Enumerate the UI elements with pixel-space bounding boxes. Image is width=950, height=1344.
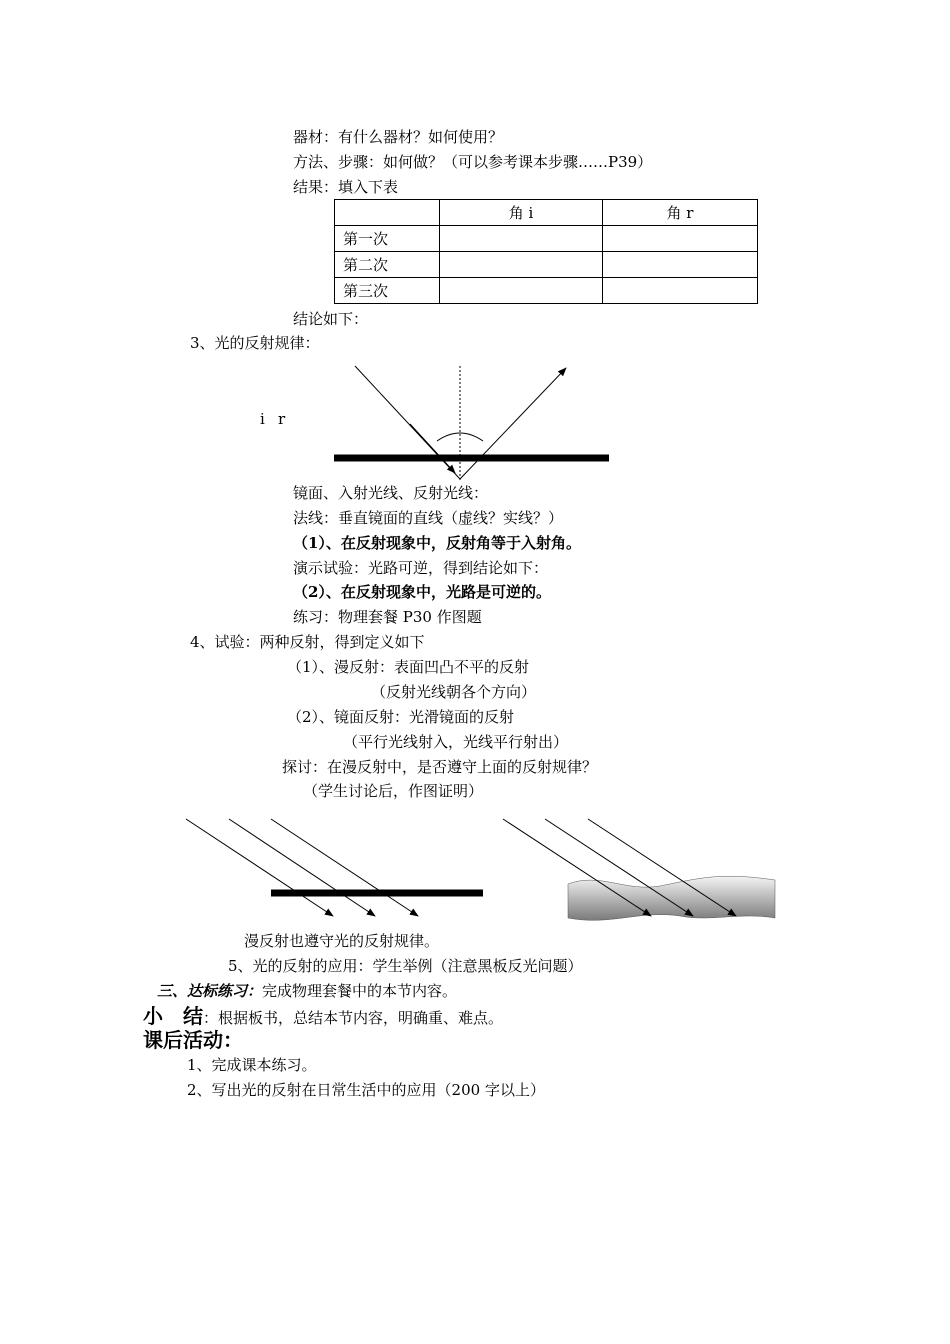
reflected-ray	[460, 368, 566, 479]
table-cell: 第二次	[335, 252, 440, 278]
practice-line: 练习：物理套餐 P30 作图题	[293, 608, 482, 626]
part3-label: 三、达标练习：	[157, 982, 263, 1000]
discuss-note: （学生讨论后，作图证明）	[303, 782, 484, 800]
incident-arrow	[410, 424, 455, 473]
section3-title: 3、光的反射规律：	[190, 334, 320, 352]
table-cell: 第三次	[335, 278, 440, 304]
law-1: （1）、在反射现象中，反射角等于入射角。	[293, 534, 581, 552]
normal-line-text: 法线：垂直镜面的直线（虚线？实线？）	[293, 509, 564, 527]
diffuse-law-line: 漫反射也遵守光的反射规律。	[244, 932, 440, 950]
equipment-line: 器材：有什么器材？如何使用？	[293, 128, 504, 146]
diffuse-definition: （1）、漫反射：表面凹凸不平的反射	[287, 658, 530, 676]
result-line: 结果：填入下表	[293, 178, 399, 196]
rough-surface	[568, 876, 775, 920]
homework-item: 1、完成课本练习。	[187, 1056, 317, 1074]
conclusion-line: 结论如下：	[293, 310, 369, 328]
specular-definition: （2）、镜面反射：光滑镜面的反射	[287, 708, 515, 726]
summary-label: 小 结	[143, 1004, 203, 1028]
specular-note: （平行光线射入，光线平行射出）	[343, 733, 569, 751]
method-line: 方法、步骤：如何做？（可以参考课本步骤……P39）	[293, 153, 653, 171]
diffuse-note: （反射光线朝各个方向）	[371, 683, 537, 701]
parallel-ray	[271, 819, 418, 916]
section5-line: 5、光的反射的应用：学生举例（注意黑板反光问题）	[228, 957, 583, 975]
parallel-ray	[186, 819, 333, 916]
table-cell: 第一次	[335, 226, 440, 252]
summary-text: ：根据板书，总结本节内容，明确重、难点。	[203, 1009, 504, 1027]
parallel-ray	[229, 819, 375, 916]
reflection-diagram	[334, 366, 609, 480]
part3-text: 完成物理套餐中的本节内容。	[262, 982, 458, 1000]
table-header-cell: 角 r	[603, 200, 758, 226]
angle-r-label: r	[278, 410, 286, 428]
homework-title: 课后活动：	[143, 1028, 243, 1052]
demo-line: 演示试验：光路可逆，得到结论如下：	[293, 559, 549, 577]
discuss-line: 探讨：在漫反射中，是否遵守上面的反射规律？	[282, 758, 598, 776]
angle-i-label: i	[260, 410, 265, 428]
mirror-line-text: 镜面、入射光线、反射光线：	[293, 484, 489, 502]
law-2: （2）、在反射现象中，光路是可逆的。	[293, 583, 551, 601]
specular-diagram	[186, 819, 483, 916]
part3-line	[157, 981, 457, 1001]
section4-title: 4、试验：两种反射，得到定义如下	[190, 633, 425, 651]
table-header-cell: 角 i	[440, 200, 603, 226]
incident-ray	[355, 366, 460, 479]
summary-line	[143, 1004, 503, 1028]
diffuse-diagram	[503, 819, 775, 920]
homework-item: 2、写出光的反射在日常生活中的应用（200 字以上）	[187, 1081, 545, 1099]
